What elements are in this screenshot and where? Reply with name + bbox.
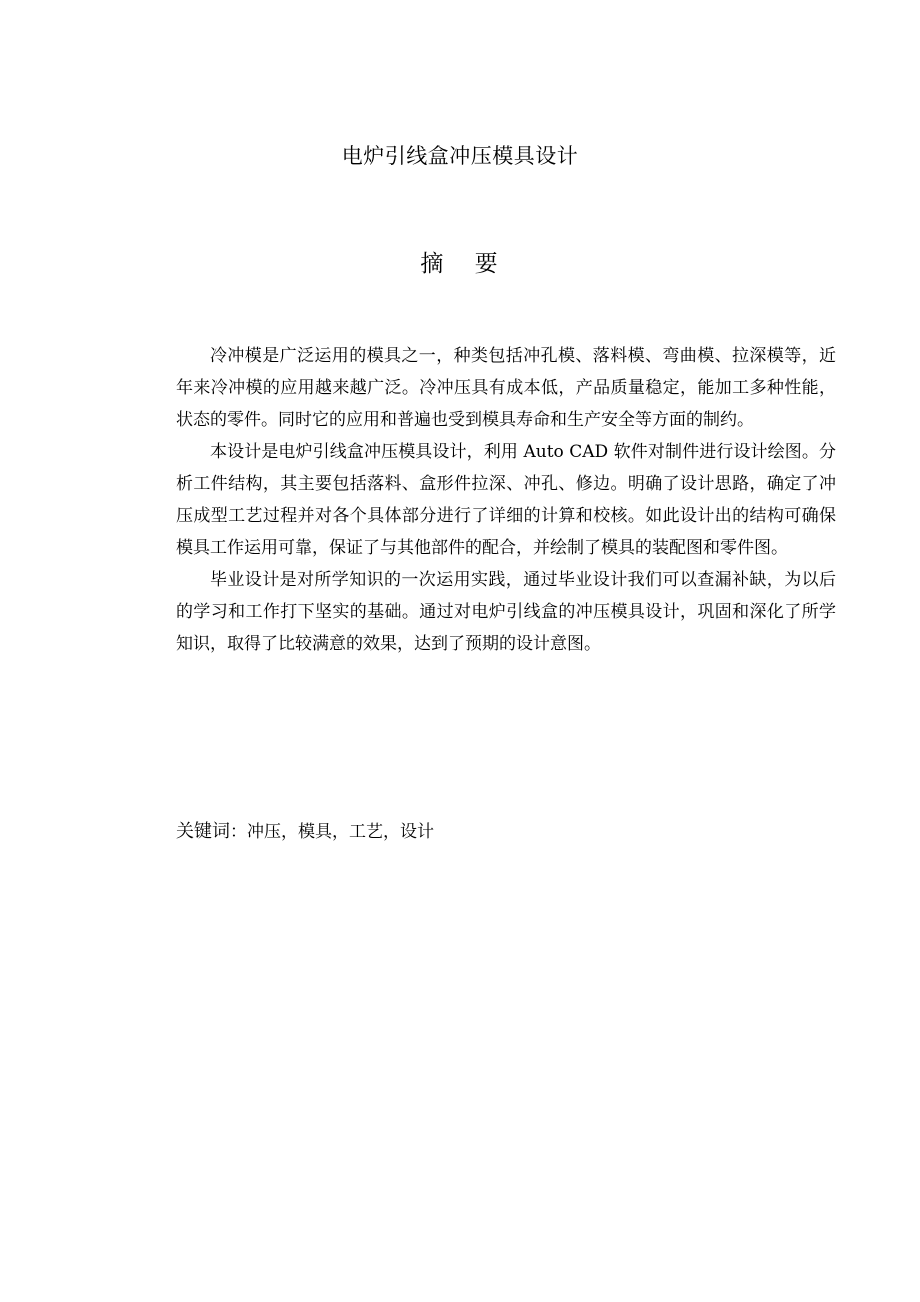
keywords-value: 冲压，模具，工艺，设计 bbox=[247, 822, 434, 842]
abstract-body bbox=[176, 340, 836, 660]
abstract-paragraph-2: 本设计是电炉引线盒冲压模具设计，利用 Auto CAD 软件对制件进行设计绘图。分析工件结构，其主要包括落料、盒形件拉深、冲孔、修边。明确了设计思路，确定了冲压成型工艺过程并对各个具体部分进行了详细的计算和校核。如此设计出的结构可确保模具工作运用可靠，保证了与其他部件的配合，并绘制了模具的装配图和零件图。 bbox=[176, 442, 836, 558]
keywords-line bbox=[176, 816, 836, 848]
document-title: 电炉引线盒冲压模具设计 bbox=[341, 144, 579, 168]
abstract-heading: 摘 要 bbox=[420, 251, 510, 277]
keywords-label: 关键词 bbox=[176, 821, 230, 842]
abstract-paragraph-3: 毕业设计是对所学知识的一次运用实践，通过毕业设计我们可以查漏补缺，为以后的学习和工作打下坚实的基础。通过对电炉引线盒的冲压模具设计，巩固和深化了所学知识，取得了比较满意的效果，达到了预期的设计意图。 bbox=[176, 570, 836, 654]
abstract-paragraph-1: 冷冲模是广泛运用的模具之一，种类包括冲孔模、落料模、弯曲模、拉深模等，近年来冷冲模的应用越来越广泛。冷冲压具有成本低，产品质量稳定，能加工多种性能，状态的零件。同时它的应用和普遍也受到模具寿命和生产安全等方面的制约。 bbox=[176, 346, 836, 430]
keywords-separator: ： bbox=[230, 822, 247, 842]
